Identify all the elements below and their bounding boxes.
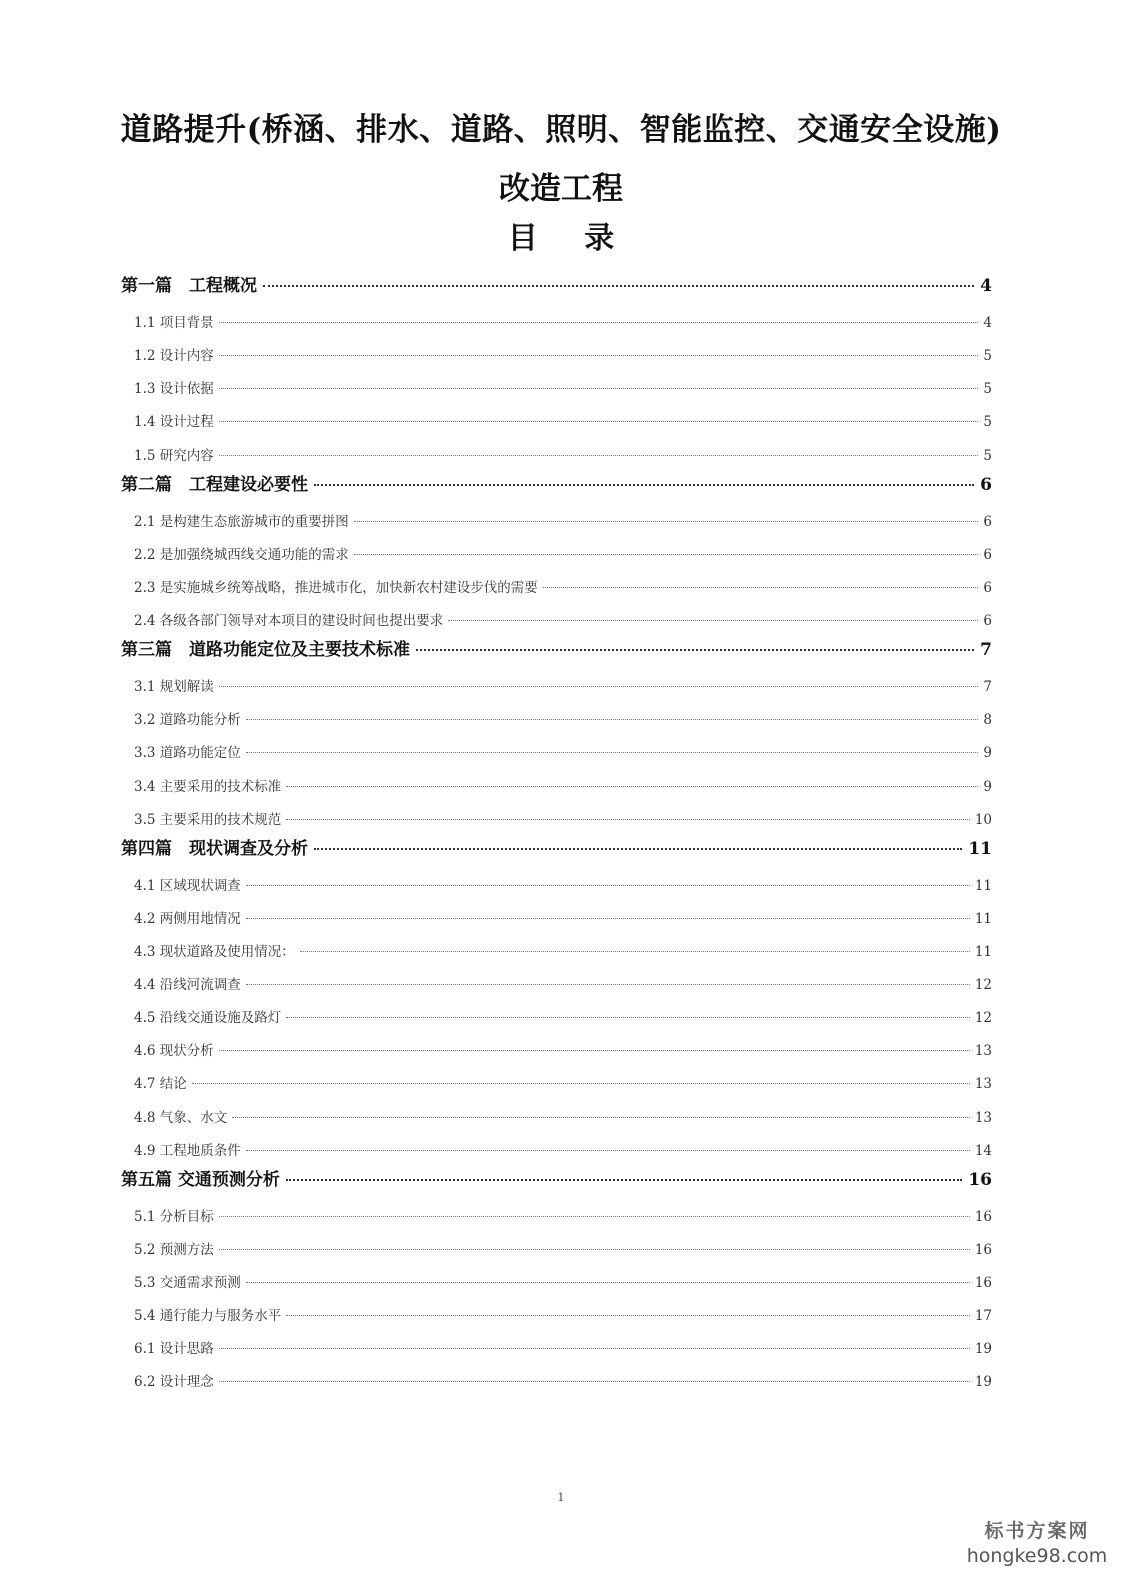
toc-section-entry[interactable] <box>134 311 992 331</box>
toc-dot-leader <box>314 848 962 850</box>
toc-dot-leader <box>232 1117 970 1118</box>
toc-entry-label: 第四篇 现状调查及分析 <box>121 838 308 859</box>
toc-entry-page: 6 <box>983 513 992 530</box>
toc-entry-label: 1.3 设计依据 <box>134 381 214 398</box>
toc-dot-leader <box>286 1179 962 1181</box>
toc-entry-label: 3.3 道路功能定位 <box>134 745 241 762</box>
toc-entry-label: 2.3 是实施城乡统筹战略，推进城市化，加快新农村建设步伐的需要 <box>134 579 538 596</box>
toc-entry-page: 11 <box>974 910 992 927</box>
toc-section-entry[interactable] <box>134 1039 992 1059</box>
toc-entry-page: 16 <box>968 1169 992 1190</box>
toc-dot-leader <box>246 885 970 886</box>
toc-entry-label: 1.5 研究内容 <box>134 447 214 464</box>
toc-entry-page: 19 <box>974 1341 992 1358</box>
toc-dot-leader <box>246 752 979 753</box>
toc-entry-label: 第二篇 工程建设必要性 <box>121 474 308 495</box>
toc-dot-leader <box>448 620 978 621</box>
toc-entry-label: 6.1 设计思路 <box>134 1341 214 1358</box>
toc-entry-label: 6.2 设计理念 <box>134 1374 214 1391</box>
toc-entry-page: 7 <box>980 640 992 661</box>
toc-dot-leader <box>314 484 974 486</box>
toc-dot-leader <box>354 521 979 522</box>
toc-dot-leader <box>246 719 979 720</box>
toc-dot-leader <box>300 951 970 952</box>
toc-entry-label: 3.2 道路功能分析 <box>134 712 241 729</box>
toc-entry-page: 6 <box>983 546 992 563</box>
toc-section-entry[interactable] <box>134 1205 992 1225</box>
toc-section-entry[interactable] <box>134 1238 992 1258</box>
document-title-line2: 改造工程 <box>499 171 623 207</box>
toc-dot-leader <box>219 1348 970 1349</box>
toc-entry-label: 1.2 设计内容 <box>134 348 214 365</box>
toc-entry-page: 14 <box>974 1142 992 1159</box>
toc-entry-label: 5.1 分析目标 <box>134 1208 214 1225</box>
toc-section-entry[interactable] <box>134 410 992 430</box>
toc-entry-label: 4.9 工程地质条件 <box>134 1142 241 1159</box>
toc-heading: 目 录 <box>507 221 633 256</box>
toc-entry-page: 17 <box>974 1308 992 1325</box>
toc-dot-leader <box>192 1083 970 1084</box>
toc-dot-leader <box>543 587 979 588</box>
toc-entry-label: 4.6 现状分析 <box>134 1043 214 1060</box>
toc-entry-page: 12 <box>974 1010 992 1027</box>
toc-section-entry[interactable] <box>134 1304 992 1324</box>
toc-section-entry[interactable] <box>134 1271 992 1291</box>
toc-section-entry[interactable] <box>134 444 992 464</box>
toc-dot-leader <box>286 1017 970 1018</box>
toc-section-entry[interactable] <box>134 1072 992 1092</box>
document-title-line1: 道路提升(桥涵、排水、道路、照明、智能监控、交通安全设施) <box>120 112 1002 148</box>
toc-dot-leader <box>219 388 979 389</box>
toc-entry-label: 4.4 沿线河流调查 <box>134 977 241 994</box>
toc-entry-label: 4.3 现状道路及使用情况： <box>134 944 295 960</box>
toc-chapter-entry[interactable] <box>121 470 992 495</box>
toc-dot-leader <box>219 686 979 687</box>
toc-dot-leader <box>246 1150 970 1151</box>
toc-section-entry[interactable] <box>134 1106 992 1126</box>
watermark-name: 标书方案网 <box>984 1520 1090 1542</box>
toc-entry-page: 6 <box>983 579 992 596</box>
toc-chapter-entry[interactable] <box>121 834 992 859</box>
toc-entry-page: 4 <box>983 315 992 332</box>
toc-entry-label: 3.5 主要采用的技术规范 <box>134 811 282 828</box>
toc-entry-label: 1.4 设计过程 <box>134 414 214 431</box>
toc-chapter-entry[interactable] <box>121 635 992 660</box>
toc-entry-page: 11 <box>974 944 992 960</box>
toc-entry-page: 8 <box>983 712 992 729</box>
toc-dot-leader <box>219 1249 970 1250</box>
toc-entry-page: 16 <box>974 1208 992 1225</box>
toc-section-entry[interactable] <box>134 510 992 530</box>
toc-entry-page: 9 <box>983 778 992 795</box>
toc-dot-leader <box>219 1216 970 1217</box>
watermark-logo <box>962 1516 1112 1567</box>
toc-dot-leader <box>219 322 979 323</box>
toc-section-entry[interactable] <box>134 609 992 629</box>
toc-entry-label: 2.1 是构建生态旅游城市的重要拼图 <box>134 513 349 530</box>
toc-entry-label: 5.3 交通需求预测 <box>134 1275 241 1291</box>
toc-entry-page: 16 <box>974 1275 992 1291</box>
toc-entry-page: 12 <box>974 977 992 994</box>
toc-entry-page: 5 <box>983 447 992 464</box>
toc-entry-label: 第一篇 工程概况 <box>121 276 257 296</box>
toc-entry-label: 4.8 气象、水文 <box>134 1109 228 1126</box>
toc-section-entry[interactable] <box>134 1006 992 1026</box>
toc-entry-page: 4 <box>980 276 992 296</box>
toc-dot-leader <box>246 1282 970 1283</box>
toc-entry-label: 2.2 是加强绕城西线交通功能的需求 <box>134 546 349 563</box>
toc-entry-label: 4.5 沿线交通设施及路灯 <box>134 1010 282 1027</box>
toc-chapter-entry[interactable] <box>121 271 992 296</box>
page-number: 1 <box>557 1491 565 1504</box>
toc-entry-label: 2.4 各级各部门领导对本项目的建设时间也提出要求 <box>134 613 444 629</box>
toc-dot-leader <box>416 649 974 651</box>
toc-section-entry[interactable] <box>134 1337 992 1357</box>
toc-entry-page: 19 <box>974 1374 992 1391</box>
toc-dot-leader <box>286 819 970 820</box>
toc-section-entry[interactable] <box>134 377 992 397</box>
toc-section-entry[interactable] <box>134 874 992 894</box>
toc-dot-leader <box>246 984 970 985</box>
toc-section-entry[interactable] <box>134 543 992 563</box>
toc-section-entry[interactable] <box>134 1139 992 1159</box>
toc-entry-label: 第五篇 交通预测分析 <box>121 1169 280 1190</box>
toc-entry-label: 5.2 预测方法 <box>134 1241 214 1258</box>
toc-section-entry[interactable] <box>134 1370 992 1390</box>
toc-section-entry[interactable] <box>134 775 992 795</box>
toc-entry-label: 4.1 区域现状调查 <box>134 877 241 894</box>
toc-entry-page: 6 <box>980 474 992 495</box>
toc-entry-page: 13 <box>974 1109 992 1126</box>
toc-entry-page: 5 <box>983 348 992 365</box>
toc-entry-page: 5 <box>983 414 992 431</box>
toc-entry-label: 5.4 通行能力与服务水平 <box>134 1308 282 1325</box>
toc-entry-page: 9 <box>983 745 992 762</box>
toc-entry-page: 13 <box>974 1043 992 1060</box>
toc-entry-page: 11 <box>974 877 992 894</box>
toc-entry-page: 10 <box>974 811 992 828</box>
toc-entry-label: 3.4 主要采用的技术标准 <box>134 778 282 795</box>
toc-entry-page: 5 <box>983 381 992 398</box>
toc-entry-page: 6 <box>983 613 992 629</box>
toc-entry-label: 3.1 规划解读 <box>134 679 214 696</box>
toc-entry-label: 1.1 项目背景 <box>134 315 214 332</box>
toc-section-entry[interactable] <box>134 973 992 993</box>
toc-entry-page: 16 <box>974 1241 992 1258</box>
toc-dot-leader <box>286 1315 970 1316</box>
toc-dot-leader <box>286 786 978 787</box>
toc-dot-leader <box>219 355 979 356</box>
toc-entry-label: 4.2 两侧用地情况 <box>134 910 241 927</box>
toc-section-entry[interactable] <box>134 940 992 960</box>
watermark-site: hongke98.com <box>966 1545 1108 1567</box>
toc-entry-page: 13 <box>974 1076 992 1093</box>
toc-dot-leader <box>219 1381 970 1382</box>
toc-dot-leader <box>219 455 979 456</box>
toc-chapter-entry[interactable] <box>121 1165 992 1190</box>
toc-dot-leader <box>246 918 970 919</box>
toc-dot-leader <box>354 554 979 555</box>
toc-section-entry[interactable] <box>134 675 992 695</box>
toc-entry-label: 4.7 结论 <box>134 1076 187 1093</box>
toc-section-entry[interactable] <box>134 808 992 828</box>
toc-entry-label: 第三篇 道路功能定位及主要技术标准 <box>121 640 410 661</box>
toc-dot-leader <box>263 285 974 287</box>
toc-section-entry[interactable] <box>134 576 992 596</box>
toc-section-entry[interactable] <box>134 741 992 761</box>
toc-dot-leader <box>219 421 979 422</box>
toc-entry-page: 7 <box>983 679 992 696</box>
toc-entry-page: 11 <box>968 838 992 859</box>
toc-section-entry[interactable] <box>134 344 992 364</box>
toc-dot-leader <box>219 1050 970 1051</box>
toc-section-entry[interactable] <box>134 907 992 927</box>
toc-section-entry[interactable] <box>134 708 992 728</box>
